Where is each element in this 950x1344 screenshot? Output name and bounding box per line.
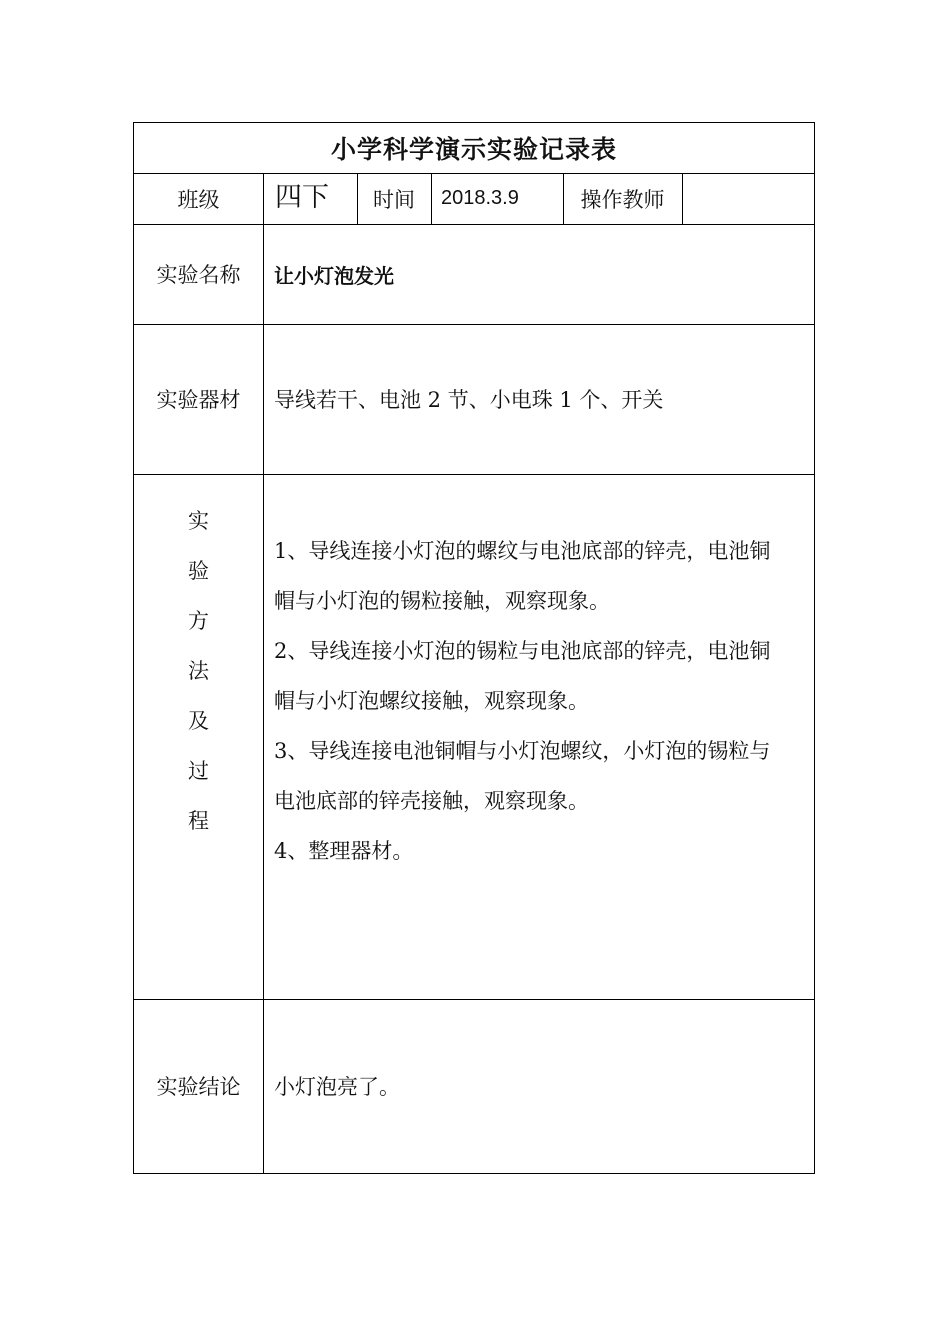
method-label-char: 验 bbox=[188, 559, 209, 583]
conclusion-value: 小灯泡亮了。 bbox=[274, 1075, 400, 1099]
method-label bbox=[134, 474, 263, 999]
method-step-line: 1、导线连接小灯泡的螺纹与电池底部的锌壳，电池铜 bbox=[274, 539, 771, 563]
method-label-char: 实 bbox=[188, 509, 209, 533]
experiment-name-row bbox=[134, 224, 814, 324]
materials-label: 实验器材 bbox=[156, 388, 241, 412]
method-row bbox=[134, 474, 814, 999]
method-label-char: 及 bbox=[188, 709, 209, 733]
divider bbox=[263, 474, 264, 999]
time-value: 2018.3.9 bbox=[441, 187, 519, 209]
method-step-line: 电池底部的锌壳接触，观察现象。 bbox=[274, 789, 589, 813]
method-steps bbox=[274, 526, 804, 876]
experiment-name-value: 让小灯泡发光 bbox=[274, 263, 394, 288]
teacher-value bbox=[682, 173, 814, 224]
experiment-record-table bbox=[133, 122, 815, 1174]
method-step-line: 帽与小灯泡的锡粒接触，观察现象。 bbox=[274, 589, 610, 613]
method-label-char: 方 bbox=[188, 609, 209, 633]
time-label: 时间 bbox=[373, 187, 415, 212]
materials-row bbox=[134, 324, 814, 474]
teacher-label: 操作教师 bbox=[580, 187, 665, 212]
conclusion-label: 实验结论 bbox=[156, 1075, 241, 1099]
method-label-char: 法 bbox=[188, 659, 209, 683]
method-step-line: 3、导线连接电池铜帽与小灯泡螺纹，小灯泡的锡粒与 bbox=[274, 739, 771, 763]
experiment-name-label: 实验名称 bbox=[156, 263, 241, 287]
class-value: 四下 bbox=[275, 182, 329, 213]
materials-value: 导线若干、电池 2 节、小电珠 1 个、开关 bbox=[274, 388, 664, 412]
method-label-char: 程 bbox=[188, 809, 209, 833]
method-step-line: 4、整理器材。 bbox=[274, 839, 414, 863]
info-row bbox=[134, 173, 814, 224]
method-step-line: 2、导线连接小灯泡的锡粒与电池底部的锌壳，电池铜 bbox=[274, 639, 771, 663]
class-label: 班级 bbox=[177, 187, 220, 212]
conclusion-row bbox=[134, 999, 814, 1173]
method-label-char: 过 bbox=[188, 759, 209, 783]
form-title: 小学科学演示实验记录表 bbox=[330, 135, 617, 164]
method-step-line: 帽与小灯泡螺纹接触，观察现象。 bbox=[274, 689, 589, 713]
